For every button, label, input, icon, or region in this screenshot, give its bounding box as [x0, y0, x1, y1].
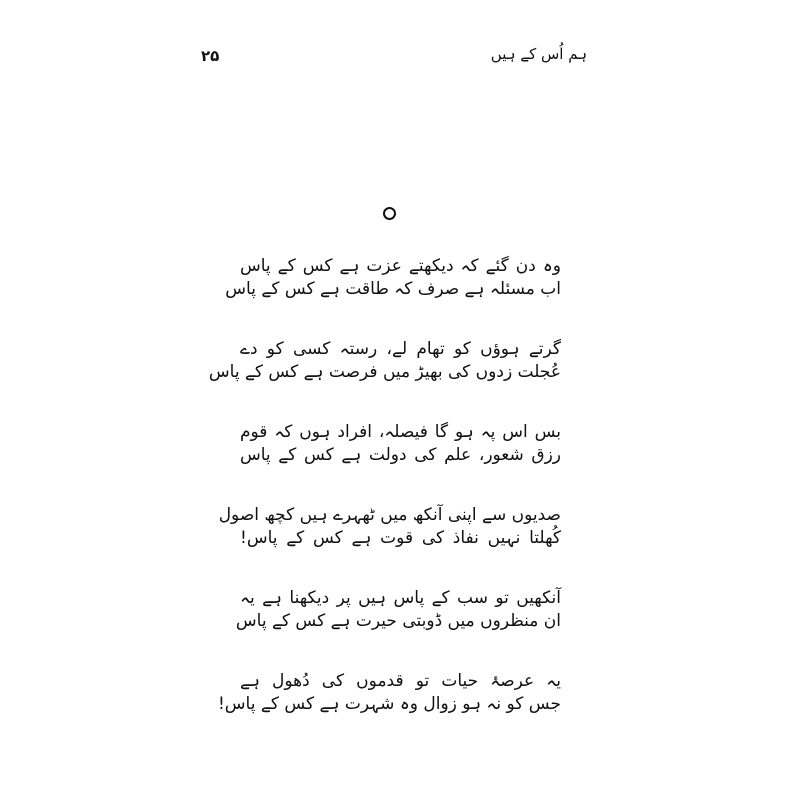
- verse-line: جس کو نہ ہو زوال وہ شہرت ہے کس کے پاس!: [217, 694, 561, 714]
- circle-ornament-icon: [383, 207, 396, 220]
- stanza-4: [218, 504, 561, 550]
- poem: [208, 255, 561, 753]
- verse-line: عُجلت زدوں کی بھیڑ میں فرصت ہے کس کے پاس: [208, 362, 561, 382]
- verse-line: وہ دن گئے کہ دیکھتے عزت ہے کس کے پاس: [240, 256, 561, 276]
- verse-line: بس اس پہ ہو گا فیصلہ، افراد ہوں کہ قوم: [240, 422, 561, 442]
- page-number: ۲۵: [201, 47, 220, 65]
- verse-line: آنکھیں تو سب کے پاس ہیں پر دیکھنا ہے یہ: [240, 588, 561, 608]
- stanza-6: [217, 670, 561, 716]
- stanza-5: [235, 587, 561, 633]
- verse-line: رزق شعور، علم کی دولت ہے کس کے پاس: [240, 445, 561, 465]
- verse-line: صدیوں سے اپنی آنکھ میں ٹھہرے ہیں کچھ اصول: [218, 505, 561, 525]
- stanza-1: [225, 255, 561, 301]
- stanza-3: [240, 421, 561, 467]
- running-title: ہم اُس کے ہیں: [490, 45, 587, 63]
- verse-line: گرتے ہوؤں کو تھام لے، رستہ کسی کو دے: [240, 339, 561, 359]
- verse-line: یہ عرصۂ حیات تو قدموں کی دُھول ہے: [240, 671, 561, 691]
- verse-line: اب مسئلہ ہے صرف کہ طاقت ہے کس کے پاس: [225, 279, 561, 299]
- verse-line: کُھلتا نہیں نفاذ کی قوت ہے کس کے پاس!: [240, 528, 561, 548]
- stanza-2: [208, 338, 561, 384]
- verse-line: ان منظروں میں ڈوبتی حیرت ہے کس کے پاس: [235, 611, 561, 631]
